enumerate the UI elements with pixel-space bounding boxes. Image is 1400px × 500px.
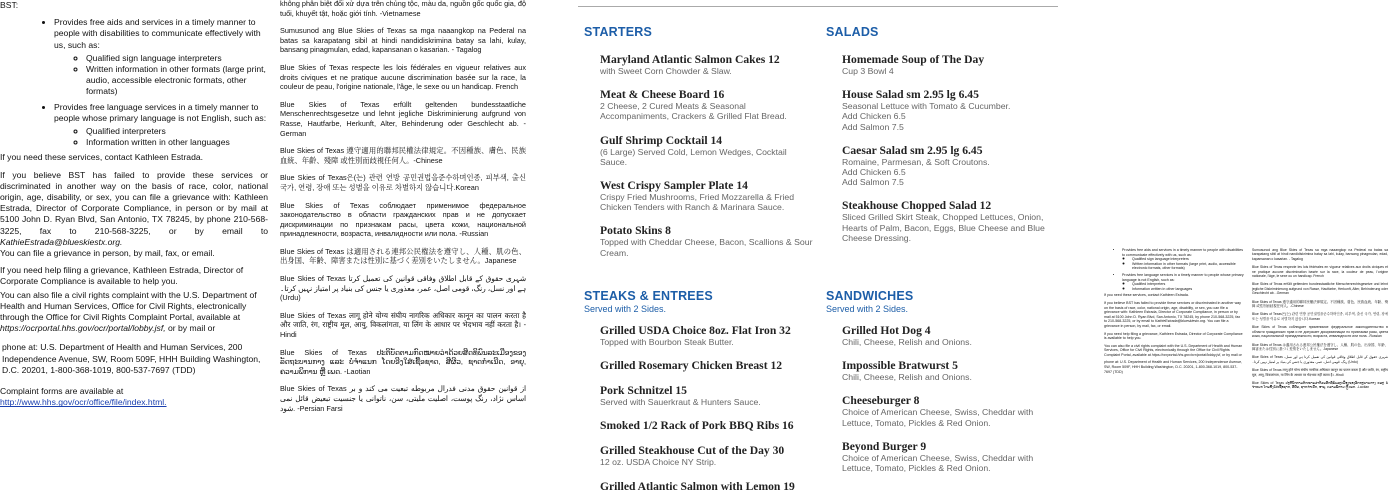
menu-item-description: Choice of American Cheese, Swiss, Cheddar with Lettuce, Tomato, Pickles & Red Onion.: [842, 407, 1034, 428]
translation-vietnamese: không phân biệt đối xử dựa trên chủng tộc, màu da, nguồn gốc quốc gia, độ tuổi, khuyết tật, hoặc giới tính. -Vietnamese: [280, 0, 526, 18]
menu-item: [600, 419, 816, 432]
menu-item-name: West Crispy Sampler Plate 14: [600, 179, 748, 193]
menu-item: [600, 324, 816, 347]
menu-item-name: Meat & Cheese Board 16: [600, 88, 725, 102]
menu-item-name: Grilled Steakhouse Cut of the Day 30: [600, 444, 785, 458]
menu-item-name: Grilled Hot Dog 4: [842, 324, 931, 337]
section-title: STEAKS & ENTREES: [584, 289, 713, 303]
section-title: STARTERS: [584, 25, 653, 39]
translation-tagalog: Sumusunod ang Blue Skies of Texas sa mga naaangkop na Pederal na batas sa karapatang sibil at hindi nandidiskrimina batay sa lahi, kulay, bansang pinagmulan, edad, kapansanan o kasarian. - Tagalog: [280, 26, 526, 55]
menu-item-name: Cheeseburger 8: [842, 394, 920, 408]
menu-item-description: Sliced Grilled Skirt Steak, Chopped Lettuces, Onion, Hearts of Palm, Bacon, Eggs, Blue Cheese and Blue Cheese Dressing.: [842, 212, 1045, 243]
menu-item-description: Topped with Cheddar Cheese, Bacon, Scallions & Sour Cream.: [600, 237, 813, 258]
divider: [578, 6, 1058, 7]
menu-item: [600, 384, 816, 407]
menu-item-description: Crispy Fried Mushrooms, Fried Mozzarella & Fried Chicken Tenders with Ranch & Marinara Sauce.: [600, 192, 795, 213]
services-list: [0, 17, 268, 148]
ocr-portal-link[interactable]: https://ocrportal.hhs.gov/ocr/portal/lobby.jsf,: [0, 323, 166, 334]
menu-item-name: Pork Schnitzel 15: [600, 384, 687, 398]
notice-thumbnail: [1100, 248, 1400, 500]
section-title: SALADS: [826, 25, 879, 39]
menu-item-description: 12 oz. USDA Choice NY Strip.: [600, 457, 717, 468]
grievance-paragraph: If you believe BST has failed to provide these services or discriminated in another way on the basis of race, color, national origin, age, disability, or sex, you can file a grievance with: Kathleen Estrada, Director of Corporate Compliance, in person or by mail at 5100 John D. Ryan Blvd, San Antonio, TX 78245, by phone 210-568-3225, fax to 210-568-3225, or by email to KathieEstrada@blueskiestx.org. You can file a grievance in person, by mail, fax, or email.: [0, 169, 268, 259]
menu-item: [600, 359, 816, 372]
translation-french: Blue Skies of Texas respecte les lois fédérales en vigueur relatives aux droits civiques et ne pratique aucune discrimination basée sur la race, la couleur de peau, l'origine nationale, l'âge, le sexe ou un handicap. French: [280, 62, 526, 92]
menu-section-starters: [584, 25, 816, 258]
menu-item: [600, 444, 816, 467]
menu-item: [842, 199, 1058, 243]
menu-section-steaks-entrees: [584, 289, 816, 493]
menu-item-name: Impossible Bratwurst 5: [842, 359, 958, 373]
menu-item-name: Caesar Salad sm 2.95 lg 6.45: [842, 143, 983, 157]
translation-chinese: Blue Skies of Texas 遵守適用的聯邦民權法律規定。不因種族、膚色、民族血統、年齡、殘障 或性別而歧視任何人。-Chinese: [280, 146, 526, 165]
complaint-forms-link[interactable]: http://www.hhs.gov/ocr/office/file/index.html.: [0, 397, 167, 408]
menu-item-name: Grilled USDA Choice 8oz. Flat Iron 32: [600, 324, 791, 337]
menu-item-description: Cup 3 Bowl 4: [842, 66, 894, 76]
menu-item-name: Homemade Soup of The Day: [842, 53, 985, 66]
translation-korean: Blue Skies of Texas은(는) 관련 연방 공민권법을준수하며인종, 피부색, 출신 국가, 연령, 장애 또는 성별을 이유로 차별하지 않습니다.Korean: [280, 173, 526, 192]
translation-laotian: Blue Skies of Texas ປະຕິບັດຕາມກົດໝາຍວ່າດ້ວຍສິດທິພົນລະເມືອງຂອງລັດຖະບານກາງ ແລະ ບໍ່ຈຳແນກ ໂດຍອີງໃສ່ເຊື້ອຊາດ, ສີຜິວ, ຊາດກຳເນີດ, ອາຍຸ, ຄວາມພິການ ຫຼື ເພດ. -Laotian: [280, 347, 526, 376]
thumbnail-english: • Provides free aids and services in a timely manner to people with disabilities to communicate effectively with us, such as: ◦ Qualified sign language interpreters ◦ Written information in other formats (large print, audio, accessible electronic formats, other formats) • Provides free language services in a timely manner to people whose primary language is not English, such as: ◦ Qualified interpreters ◦ Information written in other languages If you need these services, contact Kathleen Estrada. If you believe BST has failed to provide these services or discriminated in another way on the basis of race, color, national origin, age, disability, or sex, you can file a grievance with: Kathleen Estrada, Director of Corporate Compliance, in person or by mail at 5100 John D. Ryan Blvd, San Antonio, TX 78245, by phone 210-568-3225, fax to 210-568-3225, or by email to KathieEstrada@blueskiestx.org. You can file a grievance in person, by mail, fax, or email. If you need help filing a grievance, Kathleen Estrada, Director of Corporate Compliance is available to help you. You can also file a civil rights complaint with the U.S. Department of Health and Human Services, Office for Civil Rights, electronically through the Office for Civil Rights Complaint Portal, available at https://ocrportal.hhs.gov/ocr/portal/lobby.jsf, or by mail or phone at: U.S. Department of Health and Human Services, 200 Independence Avenue, SW, Room 509F, HHH Building Washington, D.C. 20201, 1-800-368-1019, 800-537-7697 (TDD): [1104, 248, 1244, 377]
menu-item-name: Steakhouse Chopped Salad 12: [842, 199, 992, 213]
menu-item-description: Served with Sauerkraut & Hunters Sauce.: [600, 397, 761, 408]
menu-section-sandwiches: [826, 289, 1058, 473]
menu-item-name: Maryland Atlantic Salmon Cakes 12: [600, 53, 780, 66]
menu-item: [842, 359, 1058, 382]
menu-item-description: Chili, Cheese, Relish and Onions.: [842, 337, 972, 347]
thumbnail-translations: Sumusunod ang Blue Skies of Texas sa mga naaangkop na Pederal na batas sa karapatang sibil at hindi nandidiskrimina batay sa lahi, kulay, bansang pinagmulan, edad, kapansanan o kasarian. - Tagalog Blue Skies of Texas respecte les lois fédérales en vigueur relatives aux droits civiques et ne pratique aucune discrimination basée sur la race, la couleur de peau, l'origine nationale, l'âge, le sexe ou un handicap. French Blue Skies of Texas erfüllt geltenden bundesstaatliche Menschenrechtsgesetze und lehnt jegliche Diskriminierung aufgrund von Rasse, Hautfarbe, Herkunft, Alter, Behinderung oder Geschlecht ab. -German Blue Skies of Texas 遵守適用的聯邦民權法律規定。不因種族、膚色、民族血統、年齡、殘障 或性別而歧視任何人。-Chinese Blue Skies of Texas은(는) 관련 연방 공민권법을준수하며인종, 피부색, 출신 국가, 연령, 장애 또는 성별을 이유로 차별하지 않습니다.Korean Blue Skies of Texas соблюдает применимое федеральное законодательство в области гражданских прав и не допускает дискриминации по признакам расы, цвета кожи, национальной принадлежности, возраста, инвалидности или пола. -Russian Blue Skies of Texas は適用される連邦公民権法を遵守し、人種、肌の色、出身国、年齢、障害または性別に基づく差別をいたしません。Japanese Blue Skies of Texas شہری حقوق کے قابل اطلاق وفاقی قوانین کی تعمیل کرتا ہے اور نسل، رنگ، قومی اصل، عمر، معذوری یا جنس کی بنیاد پر امتیاز نہیں کرتا۔ (Urdu) Blue Skies of Texas लागू होने योग्य संघीय नागरिक अधिकार कानून का पालन करता है और जाति, रंग, राष्ट्रीय मूल, आयु, विकलांगता, या लिंग के आधार पर भेदभाव नहीं करता है। -Hindi Blue Skies of Texas ປະຕິບັດຕາມກົດໝາຍວ່າດ້ວຍສິດທິພົນລະເມືອງຂອງລັດຖະບານກາງ ແລະ ບໍ່ຈຳແນກ ໂດຍອີງໃສ່ເຊື້ອຊາດ, ສີຜິວ, ຊາດກຳເນີດ, ອາຍຸ, ຄວາມພິການ ຫຼື ເພດ. -Laotian: [1252, 248, 1388, 390]
translation-urdu: Blue Skies of Texas شہری حقوق کے قابل اطلاق وفاقی قوانین کی تعمیل کرتا ہے اور نسل، رنگ، قومی اصل، عمر، معذوری یا جنس کی بنیاد پر امتیاز نہیں کرتا۔ (Urdu): [280, 274, 526, 303]
menu-item: [842, 394, 1058, 427]
section-title: SANDWICHES: [826, 289, 914, 303]
menu-item: [600, 179, 816, 212]
menu-item: [600, 480, 816, 493]
nondiscrimination-notice-translations: [280, 0, 526, 500]
menu-item-description: Romaine, Parmesan, & Soft Croutons. Add Chicken 6.5 Add Salmon 7.5: [842, 156, 990, 188]
menu-item-description: (6 Large) Served Cold, Lemon Wedges, Cocktail Sauce.: [600, 146, 787, 167]
forms-paragraph: Complaint forms are available at http://www.hhs.gov/ocr/office/file/index.html.: [0, 386, 167, 408]
menu-item-name: Gulf Shrimp Cocktail 14: [600, 133, 723, 147]
menu-item: [842, 53, 1058, 76]
notice-heading: BST:: [0, 0, 19, 10]
list-item: • Provides free language services in a timely manner to people whose primary language is not English, such as: ◦ Qualified interpreters ◦ Information written in other languages: [54, 102, 268, 149]
menu-item: [600, 134, 816, 167]
menu-item: [842, 144, 1058, 188]
menu-item: [600, 88, 816, 121]
menu-item: [842, 324, 1058, 347]
translation-japanese: Blue Skies of Texas は適用される連邦公民権法を遵守し、人種、肌の色、出身国、年齢、障害または性別に基づく差別をいたしません。Japanese: [280, 246, 526, 266]
menu-item: [600, 224, 816, 257]
phone-paragraph: phone at: U.S. Department of Health and Human Services, 200 Independence Avenue, SW, Room 509F, HHH Building Washington, D.C. 20201, 1-800-368-1019, 800-537-7697 (TDD): [2, 342, 261, 375]
menu-item: [842, 440, 1058, 473]
menu-item-description: Seasonal Lettuce with Tomato & Cucumber. Add Chicken 6.5 Add Salmon 7.5: [842, 101, 1011, 132]
menu-section-salads: [826, 25, 1058, 243]
menu-item: [600, 53, 816, 76]
list-item: ◦ Qualified sign language interpreters: [86, 53, 268, 64]
menu-item: [842, 88, 1058, 132]
translation-german: Blue Skies of Texas erfüllt geltenden bundesstaatliche Menschenrechtsgesetze und lehnt jegliche Diskriminierung aufgrund von Rasse, Hautfarbe, Herkunft, Alter, Behinderung oder Geschlecht ab. -German: [280, 99, 526, 138]
help-paragraph: If you need help filing a grievance, Kathleen Estrada, Director of Corporate Compliance is available to help you.: [0, 265, 244, 287]
translation-russian: Blue Skies of Texas соблюдает применимое федеральное законодательство в области гражданских прав и не допускает дискриминации по признакам расы, цвета кожи, национальной принадлежности, возраста, инвалидности или пола. -Russian: [280, 200, 526, 239]
menu-item-name: House Salad sm 2.95 lg 6.45: [842, 88, 979, 102]
menu-item-description: Topped with Bourbon Steak Butter.: [600, 337, 734, 347]
restaurant-menu: [578, 0, 1068, 500]
menu-item-description: Choice of American Cheese, Swiss, Cheddar with Lettuce, Tomato, Pickles & Red Onion.: [842, 452, 1034, 474]
civil-rights-paragraph: You can also file a civil rights complaint with the U.S. Department of Health and Human Services, Office for Civil Rights, electronically through the Office for Civil Rights Complaint Portal, available at https://ocrportal.hhs.gov/ocr/portal/lobby.jsf, or by mail or: [0, 289, 257, 334]
menu-item-name: Smoked 1/2 Rack of Pork BBQ Ribs 16: [600, 419, 794, 433]
nondiscrimination-notice-english: [0, 0, 268, 500]
grievance-email[interactable]: KathieEstrada@blueskiestx.org.: [0, 236, 123, 247]
menu-item-name: Grilled Rosemary Chicken Breast 12: [600, 359, 783, 373]
list-item: • Provides free aids and services in a timely manner to people with disabilities to communicate effectively with us, such as: ◦ Qualified sign language interpreters ◦ Written information in other formats (large print, audio, accessible electronic formats, other formats): [54, 17, 268, 97]
list-item: ◦ Qualified interpreters: [86, 126, 268, 137]
menu-item-name: Beyond Burger 9: [842, 439, 927, 453]
section-subtitle: Served with 2 Sides.: [826, 304, 909, 314]
translation-persian: Blue Skies of Texas از قوانین حقوق مدنی فدرال مربوطه تبعیت می کند و بر اساس نژاد، رنگ پوست، اصلیت ملیتی، سن، ناتوانی یا جنسیت تبعیض قائل نمی شود. -Persian Farsi: [280, 384, 526, 413]
menu-item-name: Grilled Atlantic Salmon with Lemon 19: [600, 479, 795, 493]
menu-item-name: Potato Skins 8: [600, 224, 671, 238]
list-item: ◦ Written information in other formats (large print, audio, accessible electronic formats, other formats): [86, 64, 268, 98]
menu-item-description: Chili, Cheese, Relish and Onions.: [842, 372, 972, 383]
contact-paragraph: If you need these services, contact Kathleen Estrada.: [0, 152, 204, 163]
translation-hindi: Blue Skies of Texas लागू होने योग्य संघीय नागरिक अधिकार कानून का पालन करता है और जाति, रंग, राष्ट्रीय मूल, आयु, विकलांगता, या लिंग के आधार पर भेदभाव नहीं करता है। -Hindi: [280, 310, 526, 340]
section-subtitle: Served with 2 Sides.: [584, 304, 667, 314]
menu-item-description: 2 Cheese, 2 Cured Meats & Seasonal Accompaniments, Crackers & Grilled Flat Bread.: [600, 101, 787, 122]
list-item: ◦ Information written in other languages: [86, 137, 268, 148]
menu-item-description: with Sweet Corn Chowder & Slaw.: [600, 66, 732, 76]
